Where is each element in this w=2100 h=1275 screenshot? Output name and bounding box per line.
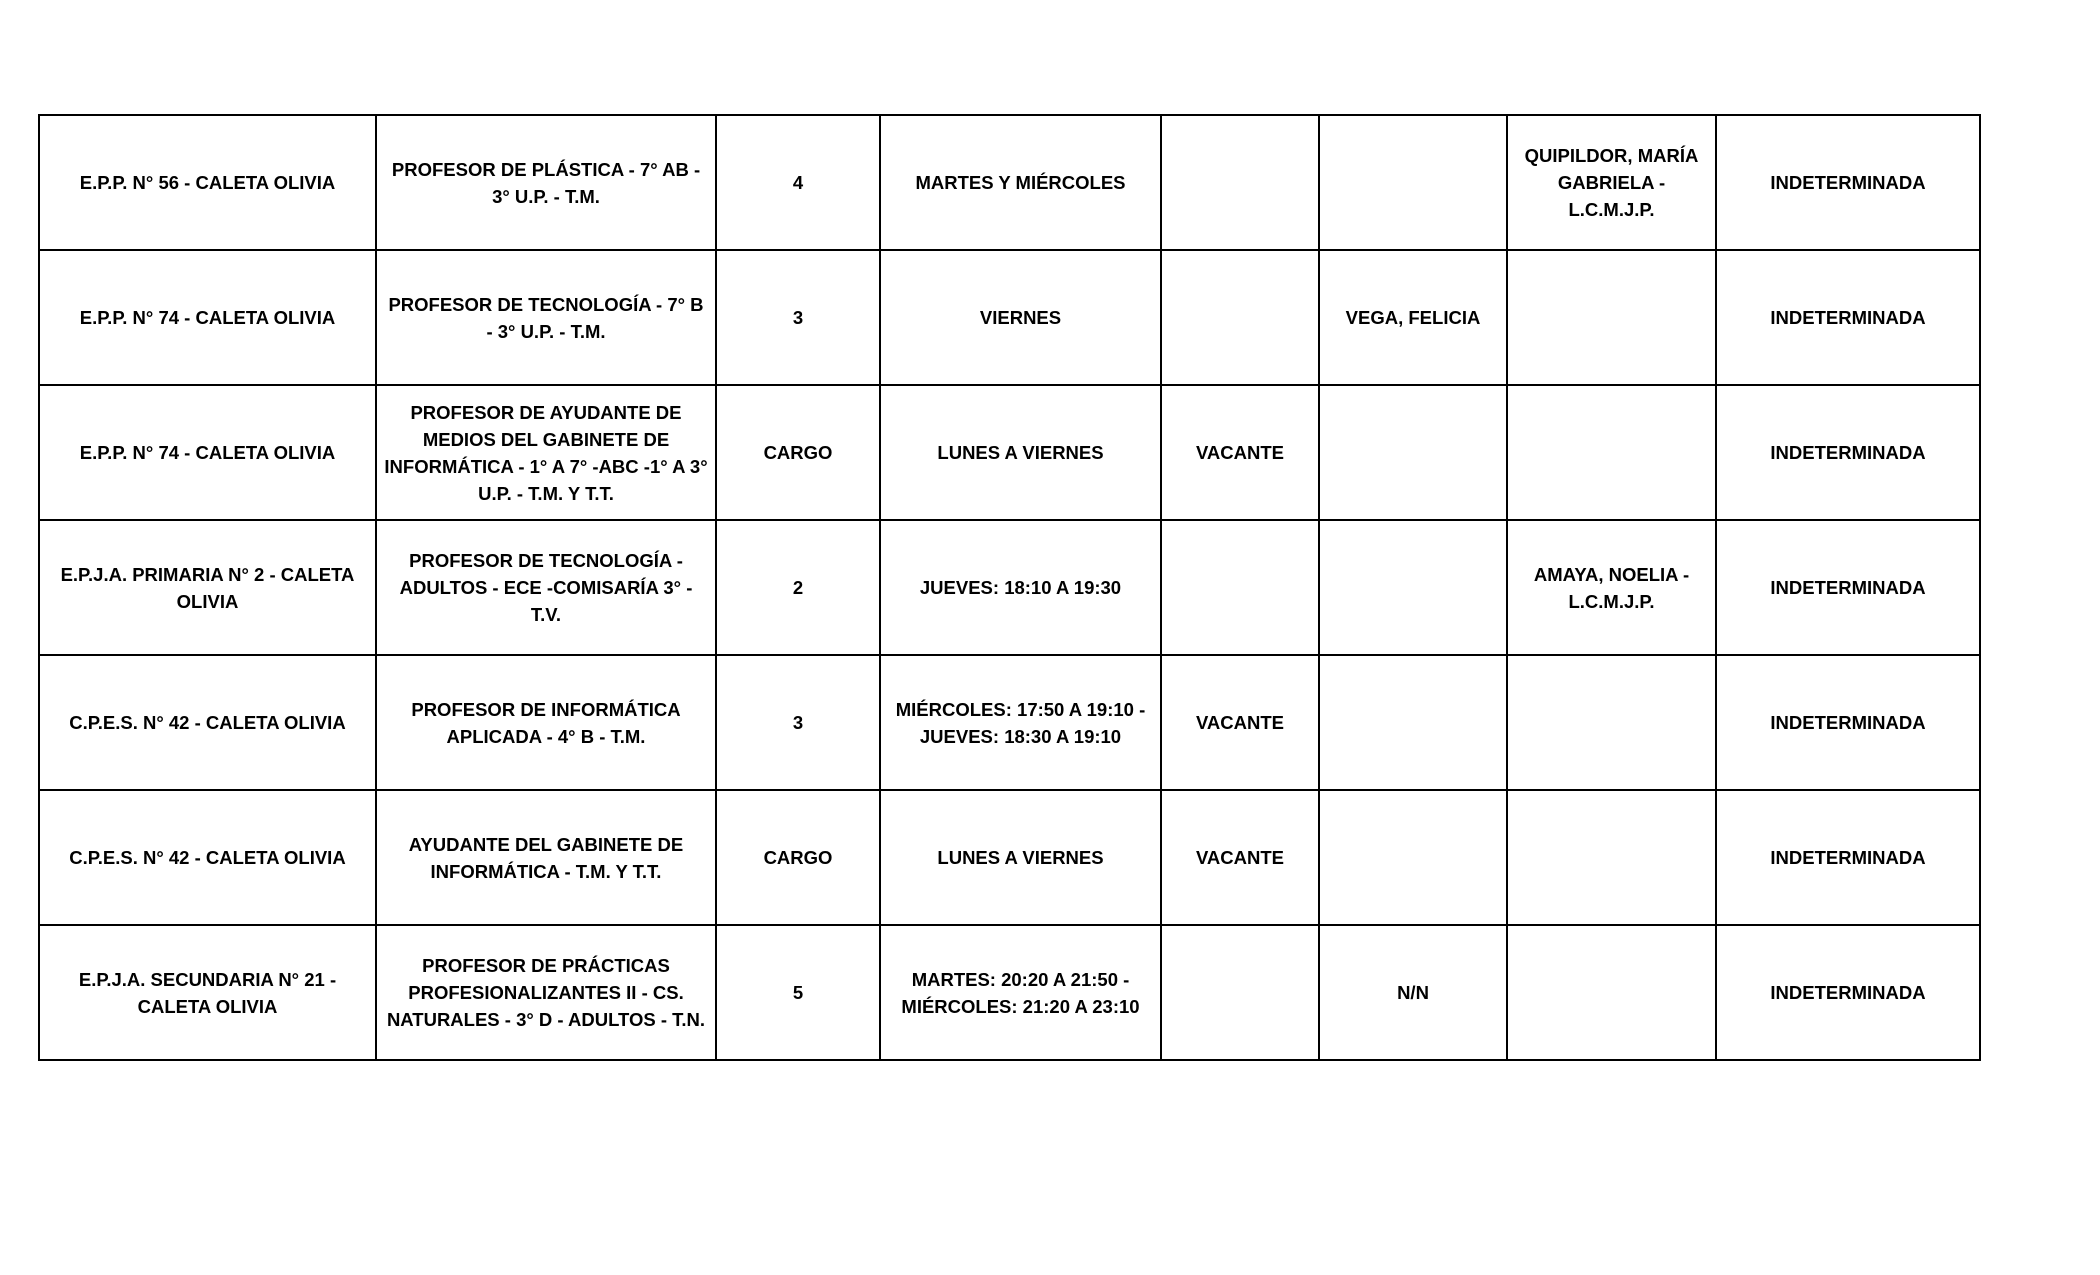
cell-duration: INDETERMINADA: [1716, 520, 1980, 655]
cell-position: AYUDANTE DEL GABINETE DE INFORMÁTICA - T.M. Y T.T.: [376, 790, 716, 925]
cell-hours: 4: [716, 115, 880, 250]
cell-position: PROFESOR DE TECNOLOGÍA - 7° B - 3° U.P. - T.M.: [376, 250, 716, 385]
cell-hours: 2: [716, 520, 880, 655]
cell-status: [1161, 250, 1319, 385]
cell-school: E.P.P. N° 74 - CALETA OLIVIA: [39, 385, 376, 520]
cell-substitute: QUIPILDOR, MARÍA GABRIELA - L.C.M.J.P.: [1507, 115, 1716, 250]
cell-school: E.P.J.A. SECUNDARIA N° 21 - CALETA OLIVIA: [39, 925, 376, 1060]
cell-school: E.P.P. N° 74 - CALETA OLIVIA: [39, 250, 376, 385]
cell-holder: N/N: [1319, 925, 1507, 1060]
cell-holder: [1319, 790, 1507, 925]
cell-duration: INDETERMINADA: [1716, 115, 1980, 250]
cell-school: E.P.P. N° 56 - CALETA OLIVIA: [39, 115, 376, 250]
cell-status: VACANTE: [1161, 790, 1319, 925]
cell-holder: VEGA, FELICIA: [1319, 250, 1507, 385]
cell-schedule: JUEVES: 18:10 A 19:30: [880, 520, 1161, 655]
cell-hours: 5: [716, 925, 880, 1060]
cell-substitute: [1507, 790, 1716, 925]
cell-substitute: [1507, 655, 1716, 790]
cell-position: PROFESOR DE AYUDANTE DE MEDIOS DEL GABINETE DE INFORMÁTICA - 1° A 7° -ABC -1° A 3° U.P. - T.M. Y T.T.: [376, 385, 716, 520]
cell-status: VACANTE: [1161, 385, 1319, 520]
cell-substitute: AMAYA, NOELIA - L.C.M.J.P.: [1507, 520, 1716, 655]
cell-status: [1161, 925, 1319, 1060]
cell-hours: CARGO: [716, 790, 880, 925]
cell-schedule: VIERNES: [880, 250, 1161, 385]
cell-substitute: [1507, 385, 1716, 520]
table-row: [39, 925, 1980, 1060]
cell-schedule: LUNES A VIERNES: [880, 790, 1161, 925]
table-row: [39, 115, 1980, 250]
cell-substitute: [1507, 925, 1716, 1060]
vacancy-table: [38, 114, 1981, 1061]
cell-hours: CARGO: [716, 385, 880, 520]
table-row: [39, 385, 1980, 520]
cell-hours: 3: [716, 250, 880, 385]
cell-schedule: MIÉRCOLES: 17:50 A 19:10 - JUEVES: 18:30 A 19:10: [880, 655, 1161, 790]
cell-schedule: MARTES: 20:20 A 21:50 - MIÉRCOLES: 21:20 A 23:10: [880, 925, 1161, 1060]
cell-schedule: LUNES A VIERNES: [880, 385, 1161, 520]
cell-holder: [1319, 385, 1507, 520]
cell-status: [1161, 520, 1319, 655]
cell-position: PROFESOR DE PRÁCTICAS PROFESIONALIZANTES II - CS. NATURALES - 3° D - ADULTOS - T.N.: [376, 925, 716, 1060]
table-row: [39, 250, 1980, 385]
table-row: [39, 655, 1980, 790]
cell-duration: INDETERMINADA: [1716, 790, 1980, 925]
cell-schedule: MARTES Y MIÉRCOLES: [880, 115, 1161, 250]
cell-duration: INDETERMINADA: [1716, 655, 1980, 790]
cell-status: VACANTE: [1161, 655, 1319, 790]
cell-holder: [1319, 115, 1507, 250]
cell-duration: INDETERMINADA: [1716, 250, 1980, 385]
cell-duration: INDETERMINADA: [1716, 925, 1980, 1060]
cell-school: C.P.E.S. N° 42 - CALETA OLIVIA: [39, 655, 376, 790]
cell-school: C.P.E.S. N° 42 - CALETA OLIVIA: [39, 790, 376, 925]
cell-status: [1161, 115, 1319, 250]
cell-position: PROFESOR DE TECNOLOGÍA - ADULTOS - ECE -COMISARÍA 3° - T.V.: [376, 520, 716, 655]
cell-holder: [1319, 655, 1507, 790]
cell-duration: INDETERMINADA: [1716, 385, 1980, 520]
cell-position: PROFESOR DE PLÁSTICA - 7° AB - 3° U.P. - T.M.: [376, 115, 716, 250]
cell-substitute: [1507, 250, 1716, 385]
cell-school: E.P.J.A. PRIMARIA N° 2 - CALETA OLIVIA: [39, 520, 376, 655]
cell-hours: 3: [716, 655, 880, 790]
table-row: [39, 790, 1980, 925]
cell-position: PROFESOR DE INFORMÁTICA APLICADA - 4° B - T.M.: [376, 655, 716, 790]
table-row: [39, 520, 1980, 655]
cell-holder: [1319, 520, 1507, 655]
